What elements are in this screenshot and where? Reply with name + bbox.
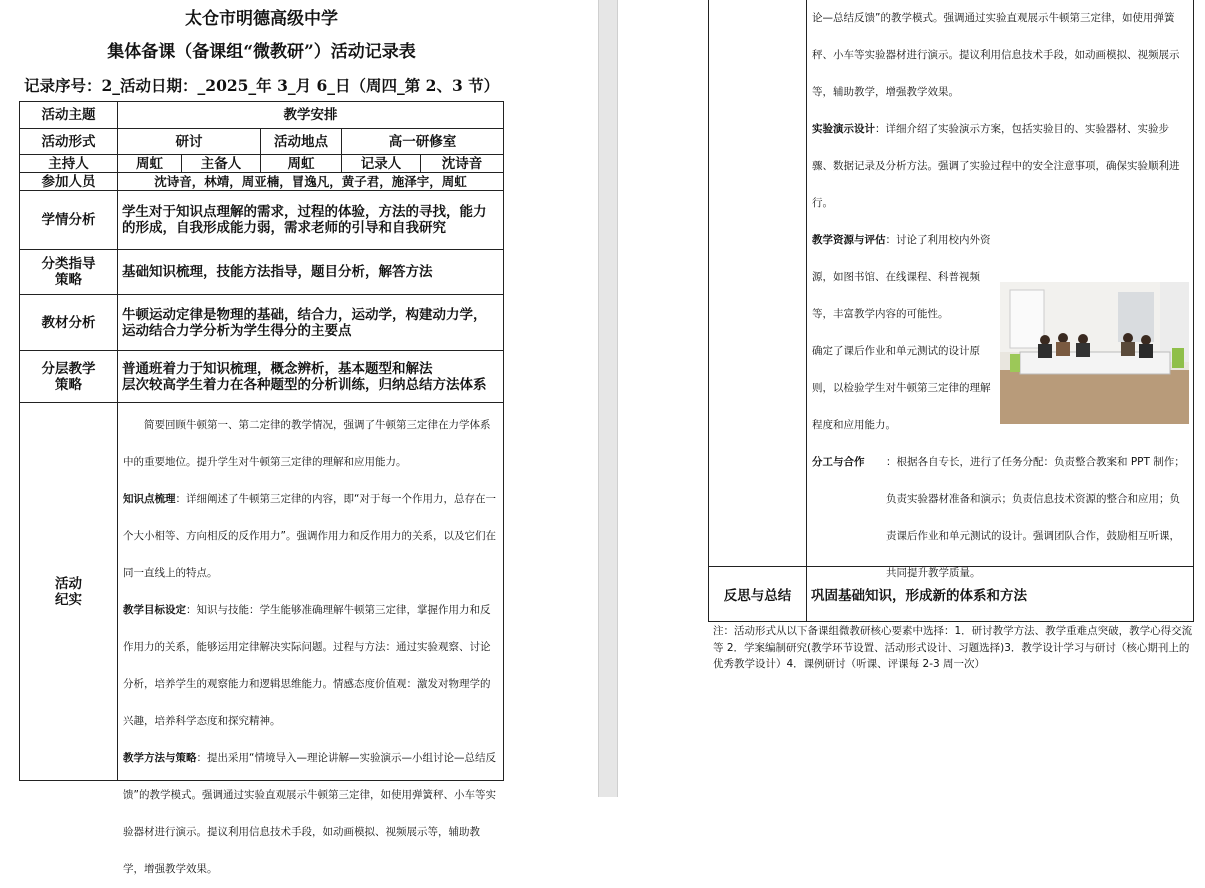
resources-heading: 教学资源与评估 bbox=[812, 234, 886, 246]
form-title: 集体备课（备课组“微教研”）活动记录表 bbox=[107, 42, 416, 62]
division-body: ：根据各自专长，进行了任务分配：负责整合教案和 PPT 制作；负责实验器材准备和演示；负责信息技术资源的整合和应用；负责课后作业和单元测试的设计。强调团队合作，鼓励相互听课，共同提升教学质量。 bbox=[886, 456, 1185, 579]
experiment-body: ：详细介绍了实验演示方案，包括实验目的、实验器材、实验步骤、数据记录及分析方法。强调了实验过程中的安全注意事项，确保实验顺利进行。 bbox=[812, 123, 1180, 209]
record-line: 记录序号：2_活动日期：_2025_年 3_月 6_日（周四_第 2、3 节） bbox=[24, 76, 500, 95]
summary-label: 反思与总结 bbox=[709, 566, 807, 621]
textbook-value: 牛顿运动定律是物理的基础，结合力，运动学，构建动力学，运动结合力学分析为学生得分的主要点 bbox=[118, 295, 504, 351]
members-label: 参加人员 bbox=[20, 173, 118, 191]
guidance-value: 基础知识梳理，技能方法指导，题目分析，解答方法 bbox=[118, 250, 504, 295]
textbook-label: 教材分析 bbox=[20, 295, 118, 351]
summary-value: 巩固基础知识，形成新的体系和方法 bbox=[807, 566, 1194, 621]
goals-heading: 教学目标设定 bbox=[123, 604, 186, 616]
learning-value: 学生对于知识点理解的需求，过程的体验，方法的寻找，能力的形成，自我形成能力弱，需求老师的引导和自我研究 bbox=[118, 191, 504, 250]
resources-body: ：讨论了利用校内外资源，如图书馆、在线课程、科普视频等，丰富教学内容的可能性。 bbox=[812, 234, 991, 320]
record-table bbox=[19, 101, 504, 875]
record-narrative bbox=[118, 403, 504, 875]
division-body-wrap bbox=[812, 444, 1189, 592]
school-title: 太仓市明德高级中学 bbox=[185, 9, 338, 29]
experiment-heading: 实验演示设计 bbox=[812, 123, 875, 135]
meeting-photo bbox=[1000, 282, 1189, 424]
record-intro: 简要回顾牛顿第一、第二定律的教学情况，强调了牛顿第三定律在力学体系中的重要地位。提升学生对牛顿第三定律的理解和应用能力。 bbox=[123, 419, 491, 468]
meeting-photo-image bbox=[1000, 282, 1189, 424]
speaker-value: 周虹 bbox=[261, 155, 342, 173]
methods-body-continued: 论—总结反馈”的教学模式。强调通过实验直观展示牛顿第三定律，如使用弹簧秤、小车等实验器材进行演示。提议利用信息技术手段，如动画模拟、视频展示等，辅助教学，增强教学效果。 bbox=[812, 12, 1180, 98]
guidance-label: 分类指导 策略 bbox=[20, 250, 118, 295]
page-right bbox=[618, 0, 1205, 797]
tiered-label: 分层教学 策略 bbox=[20, 351, 118, 403]
resources-tail: 确定了课后作业和单元测试的设计原则，以检验学生对牛顿第三定律的理解程度和应用能力。 bbox=[812, 345, 991, 431]
place-value: 高一研修室 bbox=[342, 129, 504, 155]
host-label: 主持人 bbox=[20, 155, 118, 173]
goals-body: ：知识与技能：学生能够准确理解牛顿第三定律，掌握作用力和反作用力的关系，能够运用定律解决实际问题。过程与方法：通过实验观察、讨论分析，培养学生的观察能力和逻辑思维能力。情感态度价值观：激发对物理学的兴趣，培养科学态度和探究精神。 bbox=[123, 604, 491, 727]
record-table-continued bbox=[708, 0, 1194, 622]
methods-heading: 教学方法与策略 bbox=[123, 752, 197, 764]
recorder-value: 沈诗音 bbox=[421, 155, 504, 173]
learning-label: 学情分析 bbox=[20, 191, 118, 250]
recorder-label: 记录人 bbox=[342, 155, 421, 173]
record-label: 活动 纪实 bbox=[20, 403, 118, 781]
division-heading: 分工与合作 bbox=[812, 456, 865, 468]
knowledge-body: ：详细阐述了牛顿第三定律的内容，即“对于每一个作用力，总存在一个大小相等、方向相反的反作用力”。强调作用力和反作用力的关系，以及它们在同一直线上的特点。 bbox=[123, 493, 496, 579]
record-narrative-continued bbox=[807, 0, 1194, 579]
members-value: 沈诗音，林靖，周亚楠，冒逸凡，黄子君，施泽宇，周虹 bbox=[118, 173, 504, 191]
place-label: 活动地点 bbox=[261, 129, 342, 155]
page-left bbox=[0, 0, 598, 875]
page-gutter bbox=[598, 0, 618, 797]
host-value: 周虹 bbox=[118, 155, 182, 173]
topic-label: 活动主题 bbox=[20, 102, 118, 129]
record-label-continued bbox=[709, 0, 807, 566]
topic-value: 教学安排 bbox=[118, 102, 504, 129]
speaker-label: 主备人 bbox=[182, 155, 261, 173]
methods-body: ：提出采用“情境导入—理论讲解—实验演示—小组讨论—总结反馈”的教学模式。强调通过实验直观展示牛顿第三定律，如使用弹簧秤、小车等实验器材进行演示。提议利用信息技术手段，如动画模拟、视频展示等，辅助教学，增强教学效果。 bbox=[123, 752, 496, 875]
tiered-value: 普通班着力于知识梳理，概念辨析，基本题型和解法 层次较高学生着力在各种题型的分析训练，归纳总结方法体系 bbox=[118, 351, 504, 403]
knowledge-heading: 知识点梳理 bbox=[123, 493, 176, 505]
form-note: 注：活动形式从以下备课组微教研核心要素中选择：1．研讨教学方法、教学重难点突破，教学心得交流等 2．学案编制研究(教学环节设置、活动形式设计、习题选择)3．教学设计学习与研讨（核心期刊上的优秀教学设计）4．课例研讨（听课、评课每 2-3 周一次） bbox=[713, 625, 1193, 670]
form-value: 研讨 bbox=[118, 129, 261, 155]
form-label: 活动形式 bbox=[20, 129, 118, 155]
